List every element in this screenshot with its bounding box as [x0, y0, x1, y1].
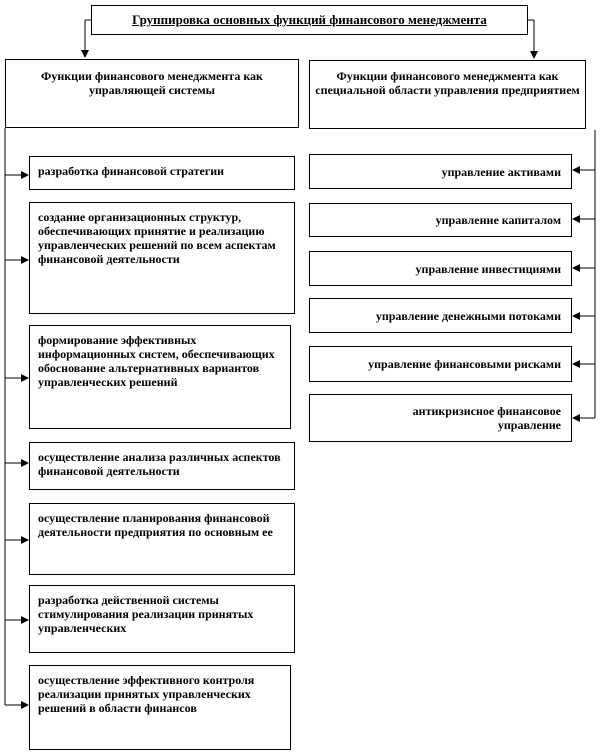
right-item-text: управление инвестициями [415, 261, 561, 276]
left-item-text: разработка действенной системы стимулирования реализации принятых управленческих [38, 593, 254, 635]
right-item-cash-flows [309, 298, 572, 333]
right-item-text: управление финансовыми рисками [368, 357, 561, 371]
right-item-financial-risks [309, 346, 572, 382]
left-item-text: формирование эффективных информационных систем, обеспечивающих обоснование альтернативных вариантов управленческих решений [38, 333, 275, 389]
right-item-capital [309, 203, 572, 237]
right-item-text: управление денежными потоками [375, 308, 561, 323]
right-item-anti-crisis [309, 394, 572, 442]
left-item-text: осуществление планирования финансовой деятельности предприятия по основным ее [38, 511, 273, 539]
right-item-assets [309, 154, 572, 189]
right-item-text: управление активами [441, 164, 561, 179]
left-item-planning [29, 503, 295, 575]
left-item-strategy [29, 156, 295, 190]
right-item-investments [309, 251, 572, 286]
right-item-text: антикризисное финансовое управление [412, 404, 561, 432]
right-group-header-text: Функции финансового менеджмента как специальной области управления предприятием [315, 69, 580, 97]
left-item-text: осуществление эффективного контроля реализации принятых управленческих решений в области финансов [38, 673, 255, 715]
left-item-info-systems [29, 325, 291, 429]
left-item-incentives [29, 585, 295, 653]
diagram-title [91, 5, 528, 35]
left-group-header-text: Функции финансового менеджмента как управляющей системы [41, 69, 263, 97]
left-item-control [29, 665, 291, 750]
left-group-header [5, 59, 299, 128]
right-item-text: управление капиталом [435, 213, 561, 227]
left-item-text: осуществление анализа различных аспектов финансовой деятельности [38, 450, 281, 478]
left-item-text: создание организационных структур, обеспечивающих принятие и реализацию управленческих решений по всем аспектам финансовой деятельности [38, 210, 276, 266]
left-item-analysis [29, 442, 295, 490]
left-item-text: разработка финансовой стратегии [38, 164, 225, 178]
diagram-title-text: Группировка основных функций финансового менеджмента [132, 12, 487, 27]
right-group-header [309, 60, 586, 129]
left-item-org-structures [29, 202, 295, 314]
